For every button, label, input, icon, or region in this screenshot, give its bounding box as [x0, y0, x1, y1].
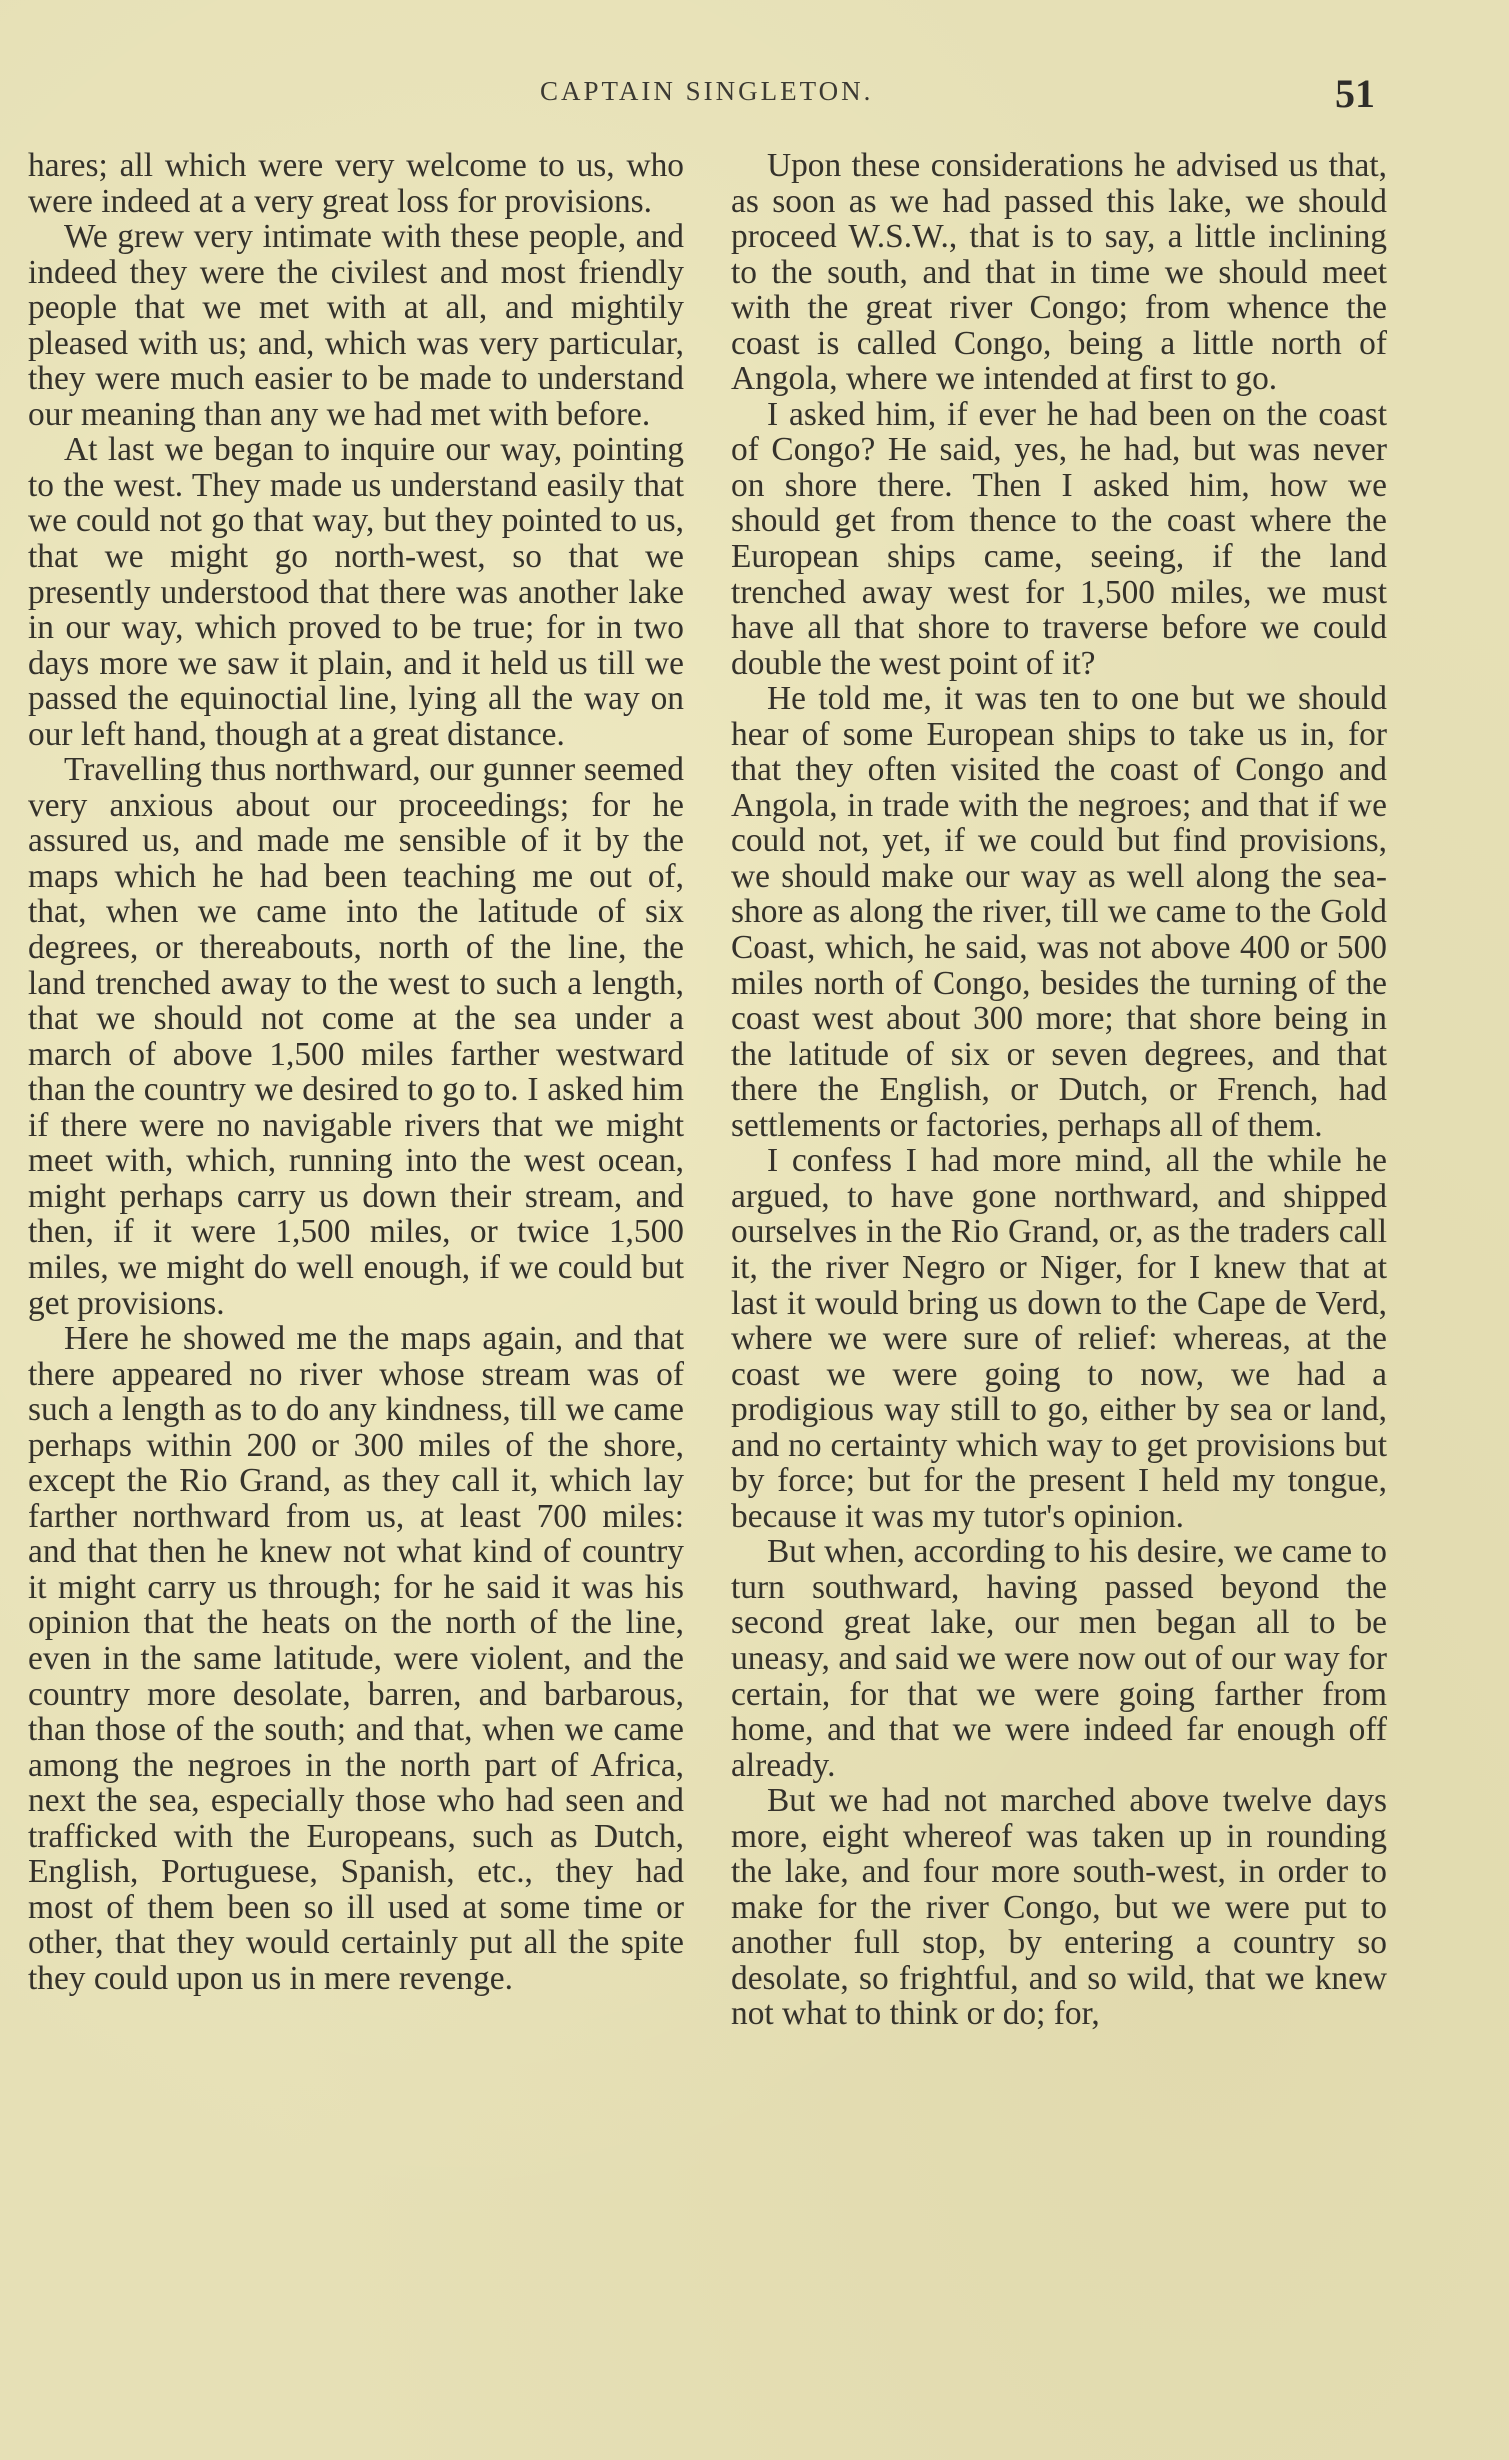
- paragraph: But we had not marched above twelve days more, eight whereof was taken up in rounding the lake, and four more south-west, in order to make for the river Congo, but we were put to another full stop, by entering a country so desolate, so frightful, and so wild, that we knew not what to think or do; for,: [731, 1782, 1387, 2033]
- running-title: CAPTAIN SINGLETON.: [540, 76, 874, 106]
- paragraph: Upon these considerations he advised us that, as soon as we had passed this lake, we should proceed W.S.W., that is to say, a little inclining to the south, and that in time we should meet with the great river Congo; from whence the coast is called Congo, being a little north of Angola, where we intended at first to go.: [731, 147, 1387, 398]
- paragraph: hares; all which were very welcome to us, who were indeed at a very great loss for provisions.: [28, 147, 684, 220]
- right-text-column: [731, 148, 1387, 2438]
- paragraph: But when, according to his desire, we came to turn southward, having passed beyond the second great lake, our men began all to be uneasy, and said we were now out of our way for certain, for that we were going farther from home, and that we were indeed far enough off already.: [731, 1533, 1387, 1784]
- paragraph: He told me, it was ten to one but we should hear of some European ships to take us in, for that they often visited the coast of Congo and Angola, in trade with the negroes; and that if we could not, yet, if we could but find provisions, we should make our way as well along the sea-shore as along the river, till we came to the Gold Coast, which, he said, was not above 400 or 500 miles north of Congo, besides the turning of the coast west about 300 more; that shore being in the latitude of six or seven degrees, and that there the English, or Dutch, or French, had settlements or factories, perhaps all of them.: [731, 680, 1387, 1144]
- paragraph: Here he showed me the maps again, and that there appeared no river whose stream was of such a length as to do any kindness, till we came perhaps within 200 or 300 miles of the shore, except the Rio Grand, as they call it, which lay farther northward from us, at least 700 miles: and that then he knew not what kind of country it might carry us through; for he said it was his opinion that the heats on the north of the line, even in the same latitude, were violent, and the country more desolate, barren, and barbarous, than those of the south; and that, when we came among the negroes in the north part of Africa, next the sea, especially those who had seen and trafficked with the Europeans, such as Dutch, English, Portuguese, Spanish, etc., they had most of them been so ill used at some time or other, that they would certainly put all the spite they could upon us in mere revenge.: [28, 1320, 684, 1997]
- page-number: 51: [1335, 71, 1375, 116]
- paragraph: Travelling thus northward, our gunner seemed very anxious about our proceedings; for he assured us, and made me sensible of it by the maps which he had been teaching me out of, that, when we came into the latitude of six degrees, or thereabouts, north of the line, the land trenched away to the west to such a length, that we should not come at the sea under a march of above 1,500 miles farther westward than the country we desired to go to. I asked him if there were no navigable rivers that we might meet with, which, running into the west ocean, might perhaps carry us down their stream, and then, if it were 1,500 miles, or twice 1,500 miles, we might do well enough, if we could but get provisions.: [28, 751, 684, 1322]
- paragraph: I asked him, if ever he had been on the coast of Congo? He said, yes, he had, but was never on shore there. Then I asked him, how we should get from thence to the coast where the European ships came, seeing, if the land trenched away west for 1,500 miles, we must have all that shore to traverse before we could double the west point of it?: [731, 395, 1387, 682]
- page-header: [0, 71, 1509, 126]
- paragraph: We grew very intimate with these people, and indeed they were the civilest and most friendly people that we met with at all, and mightily pleased with us; and, which was very particular, they were much easier to be made to understand our meaning than any we had met with before.: [28, 218, 684, 433]
- paragraph: I confess I had more mind, all the while he argued, to have gone northward, and shipped ourselves in the Rio Grand, or, as the traders call it, the river Negro or Niger, for I knew that at last it would bring us down to the Cape de Verd, where we were sure of relief: whereas, at the coast we were going to now, we had a prodigious way still to go, either by sea or land, and no certainty which way to get provisions but by force; but for the present I held my tongue, because it was my tutor's opinion.: [731, 1142, 1387, 1535]
- paragraph: At last we began to inquire our way, pointing to the west. They made us understand easily that we could not go that way, but they pointed to us, that we might go north-west, so that we presently understood that there was another lake in our way, which proved to be true; for in two days more we saw it plain, and it held us till we passed the equinoctial line, lying all the way on our left hand, though at a great distance.: [28, 431, 684, 753]
- left-text-column: [28, 148, 684, 2438]
